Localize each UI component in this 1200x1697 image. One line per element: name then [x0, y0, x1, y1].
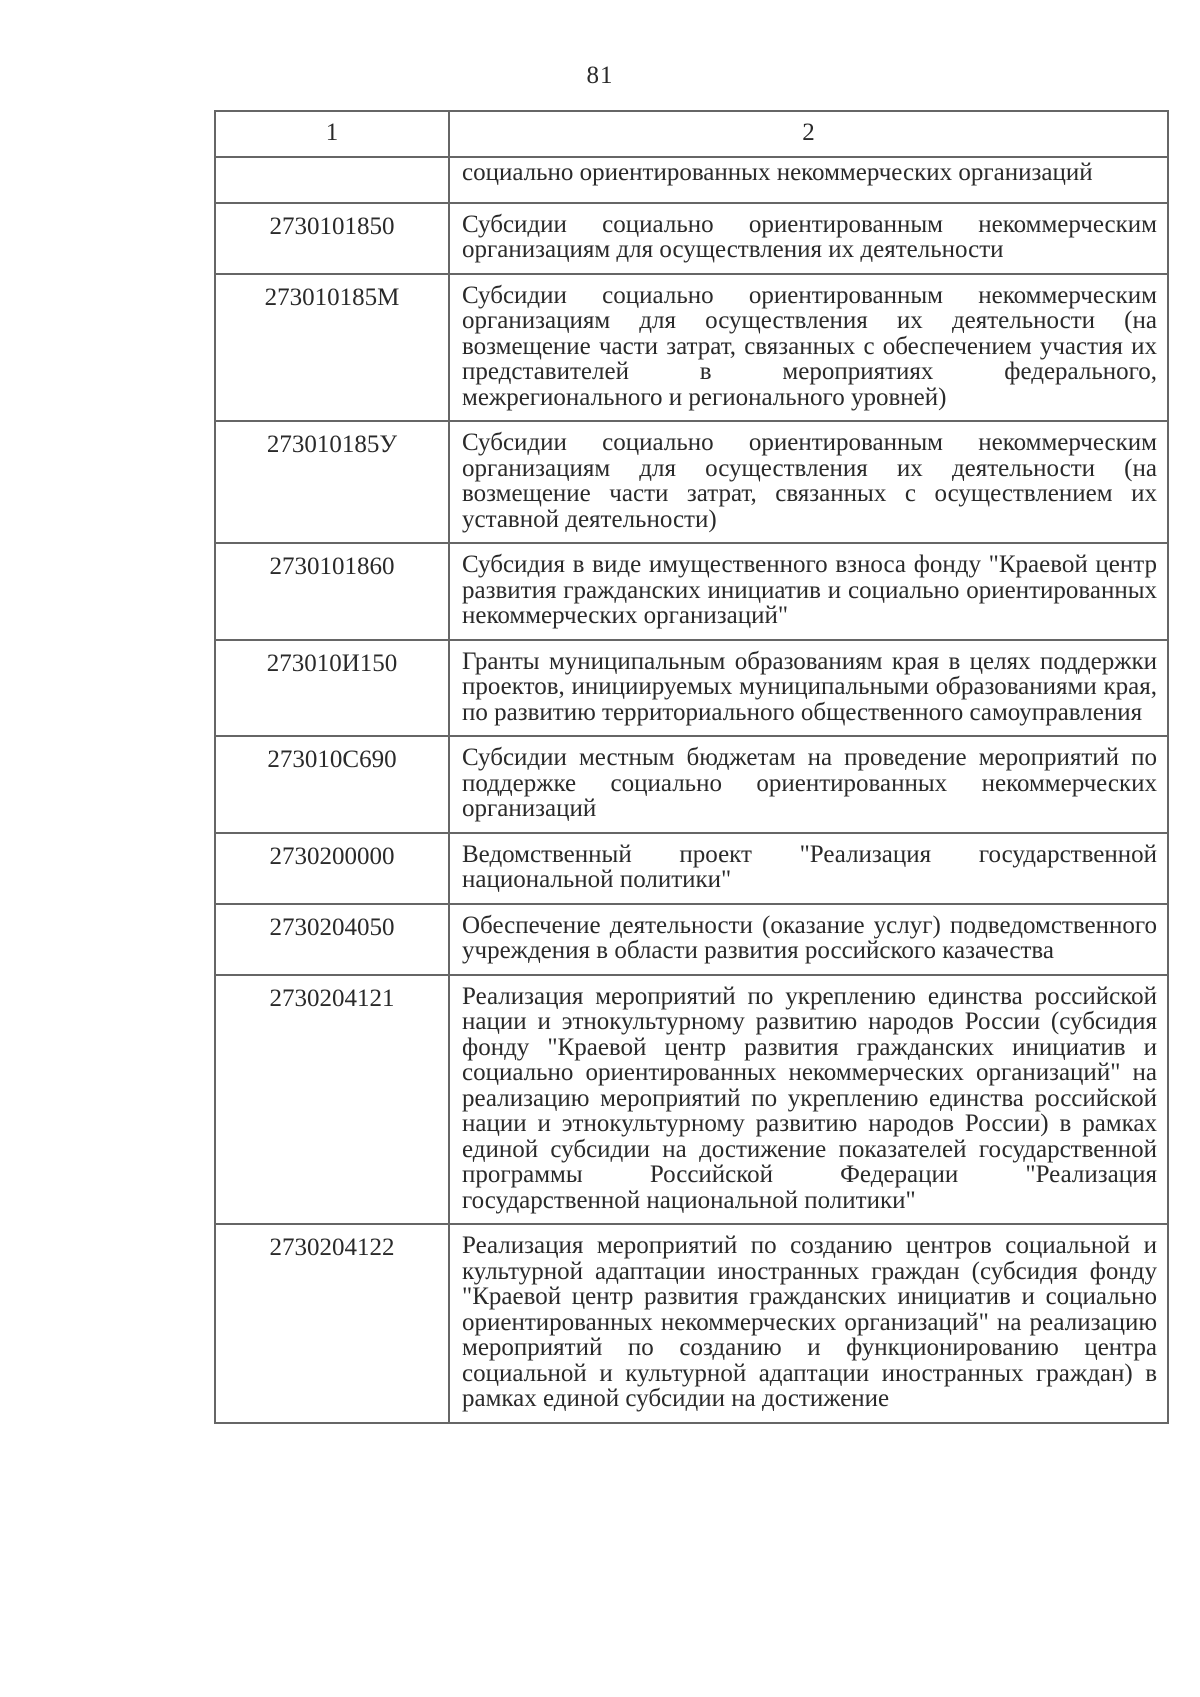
budget-classification-table: [214, 110, 1169, 1424]
row-code: 2730101860: [215, 543, 449, 640]
row-code: 273010И150: [215, 640, 449, 737]
table-row: [215, 640, 1168, 737]
page-number: 81: [586, 62, 614, 89]
table-row: [215, 904, 1168, 975]
row-description: Реализация мероприятий по созданию центров социальной и культурной адаптации иностранных граждан (субсидия фонду "Краевой центр развития гражданских инициатив и социально ориентированных некоммерческих организаций" на реализацию мероприятий по созданию и функционированию центра социальной и культурной адаптации иностранных граждан) в рамках единой субсидии на достижение: [449, 1224, 1168, 1423]
row-description: Субсидии социально ориентированным некоммерческим организациям для осуществления их деятельности (на возмещение части затрат, связанных с обеспечением участия их представителей в мероприятиях федерального, межрегионального и регионального уровней): [449, 274, 1168, 422]
table-row: [215, 1224, 1168, 1423]
row-description: Обеспечение деятельности (оказание услуг) подведомственного учреждения в области развития российского казачества: [449, 904, 1168, 975]
table-row: [215, 203, 1168, 274]
table-row: [215, 274, 1168, 422]
table-row: [215, 421, 1168, 543]
column-header-description: 2: [449, 111, 1168, 157]
row-code: 2730204050: [215, 904, 449, 975]
row-description: Субсидия в виде имущественного взноса фонду "Краевой центр развития гражданских инициатив и социально ориентированных некоммерческих организаций": [449, 543, 1168, 640]
row-code: 273010185М: [215, 274, 449, 422]
table-row: [215, 975, 1168, 1225]
table-row: [215, 833, 1168, 904]
row-code: 273010С690: [215, 736, 449, 833]
table-row: [215, 543, 1168, 640]
row-description: Субсидии социально ориентированным некоммерческим организациям для осуществления их деятельности (на возмещение части затрат, связанных с осуществлением их уставной деятельности): [449, 421, 1168, 543]
table-row: [215, 157, 1168, 203]
row-description: Ведомственный проект "Реализация государственной национальной политики": [449, 833, 1168, 904]
row-code: 273010185У: [215, 421, 449, 543]
row-description: Субсидии социально ориентированным некоммерческим организациям для осуществления их деятельности: [449, 203, 1168, 274]
column-header-code: 1: [215, 111, 449, 157]
row-code: 2730204121: [215, 975, 449, 1225]
row-code: 2730200000: [215, 833, 449, 904]
table-header-row: [215, 111, 1168, 157]
row-description: Гранты муниципальным образованиям края в целях поддержки проектов, инициируемых муниципальными образованиями края, по развитию территориального общественного самоуправления: [449, 640, 1168, 737]
row-description: Субсидии местным бюджетам на проведение мероприятий по поддержке социально ориентированных некоммерческих организаций: [449, 736, 1168, 833]
row-description: Реализация мероприятий по укреплению единства российской нации и этнокультурному развитию народов России (субсидия фонду "Краевой центр развития гражданских инициатив и социально ориентированных некоммерческих организаций" на реализацию мероприятий по укреплению единства российской нации и этнокультурному развитию народов России) в рамках единой субсидии на достижение показателей государственной программы Российской Федерации "Реализация государственной национальной политики": [449, 975, 1168, 1225]
row-description: социально ориентированных некоммерческих организаций: [449, 157, 1168, 203]
table-row: [215, 736, 1168, 833]
row-code: 2730101850: [215, 203, 449, 274]
row-code: [215, 157, 449, 203]
row-code: 2730204122: [215, 1224, 449, 1423]
